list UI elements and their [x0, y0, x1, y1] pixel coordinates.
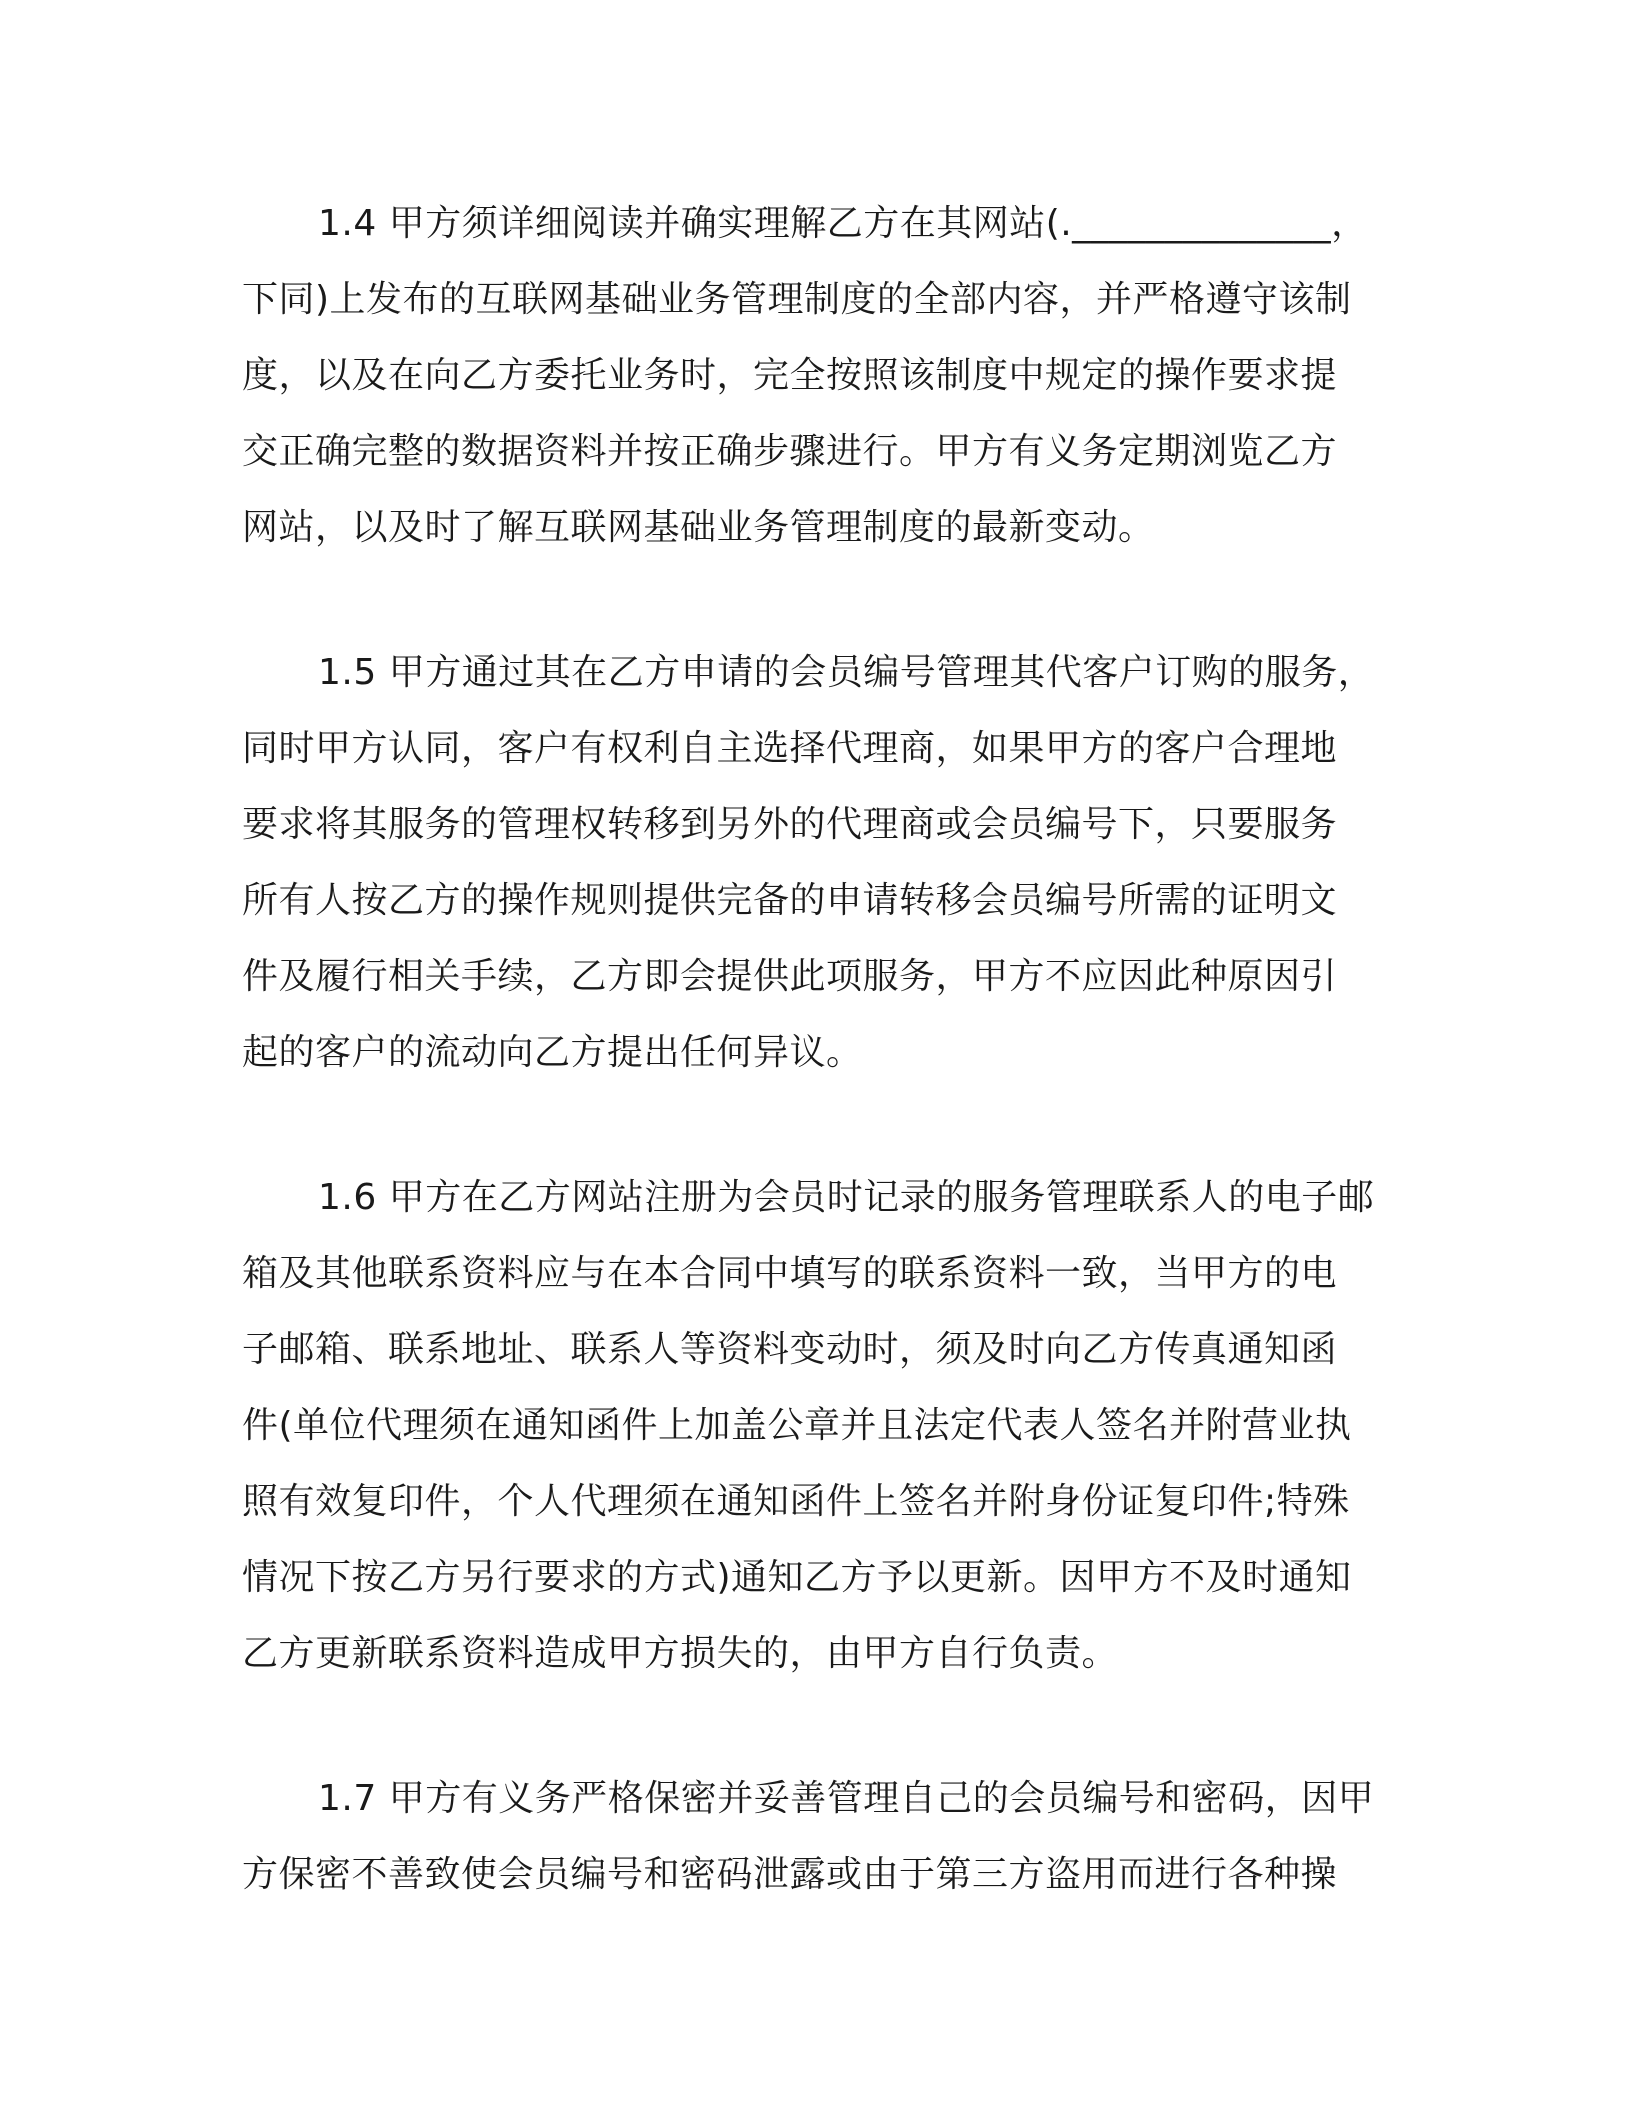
paragraph-line: 照有效复印件，个人代理须在通知函件上签名并附身份证复印件;特殊	[242, 1481, 1350, 1522]
paragraph-line: 同时甲方认同，客户有权利自主选择代理商，如果甲方的客户合理地	[242, 728, 1338, 769]
document-body	[242, 186, 1392, 1982]
clause-1-6	[242, 1160, 1392, 1692]
clause-1-5	[242, 635, 1392, 1091]
paragraph-line: 子邮箱、联系地址、联系人等资料变动时，须及时向乙方传真通知函	[242, 1329, 1338, 1370]
paragraph-line: 1.5 甲方通过其在乙方申请的会员编号管理其代客户订购的服务，	[318, 652, 1375, 693]
paragraph-line: 起的客户的流动向乙方提出任何异议。	[242, 1032, 863, 1073]
paragraph-line: 度，以及在向乙方委托业务时，完全按照该制度中规定的操作要求提	[242, 355, 1338, 396]
paragraph-line: 情况下按乙方另行要求的方式)通知乙方予以更新。因甲方不及时通知	[242, 1557, 1352, 1598]
clause-1-4	[242, 186, 1392, 566]
clause-1-7	[242, 1761, 1392, 1913]
paragraph-line: 交正确完整的数据资料并按正确步骤进行。甲方有义务定期浏览乙方	[242, 431, 1338, 472]
paragraph-line: 1.7 甲方有义务严格保密并妥善管理自己的会员编号和密码，因甲	[318, 1778, 1375, 1819]
paragraph-line: 网站，以及时了解互联网基础业务管理制度的最新变动。	[242, 507, 1155, 548]
paragraph-line: 1.4 甲方须详细阅读并确实理解乙方在其网站(.______________，	[318, 203, 1368, 244]
paragraph-line: 1.6 甲方在乙方网站注册为会员时记录的服务管理联系人的电子邮	[318, 1177, 1375, 1218]
paragraph-line: 乙方更新联系资料造成甲方损失的，由甲方自行负责。	[242, 1633, 1119, 1674]
paragraph-line: 所有人按乙方的操作规则提供完备的申请转移会员编号所需的证明文	[242, 880, 1338, 921]
paragraph-line: 件(单位代理须在通知函件上加盖公章并且法定代表人签名并附营业执	[242, 1405, 1352, 1446]
paragraph-line: 要求将其服务的管理权转移到另外的代理商或会员编号下，只要服务	[242, 804, 1338, 845]
paragraph-line: 下同)上发布的互联网基础业务管理制度的全部内容，并严格遵守该制	[242, 279, 1352, 320]
paragraph-line: 箱及其他联系资料应与在本合同中填写的联系资料一致，当甲方的电	[242, 1253, 1338, 1294]
paragraph-line: 件及履行相关手续，乙方即会提供此项服务，甲方不应因此种原因引	[242, 956, 1338, 997]
paragraph-line: 方保密不善致使会员编号和密码泄露或由于第三方盗用而进行各种操	[242, 1854, 1338, 1895]
